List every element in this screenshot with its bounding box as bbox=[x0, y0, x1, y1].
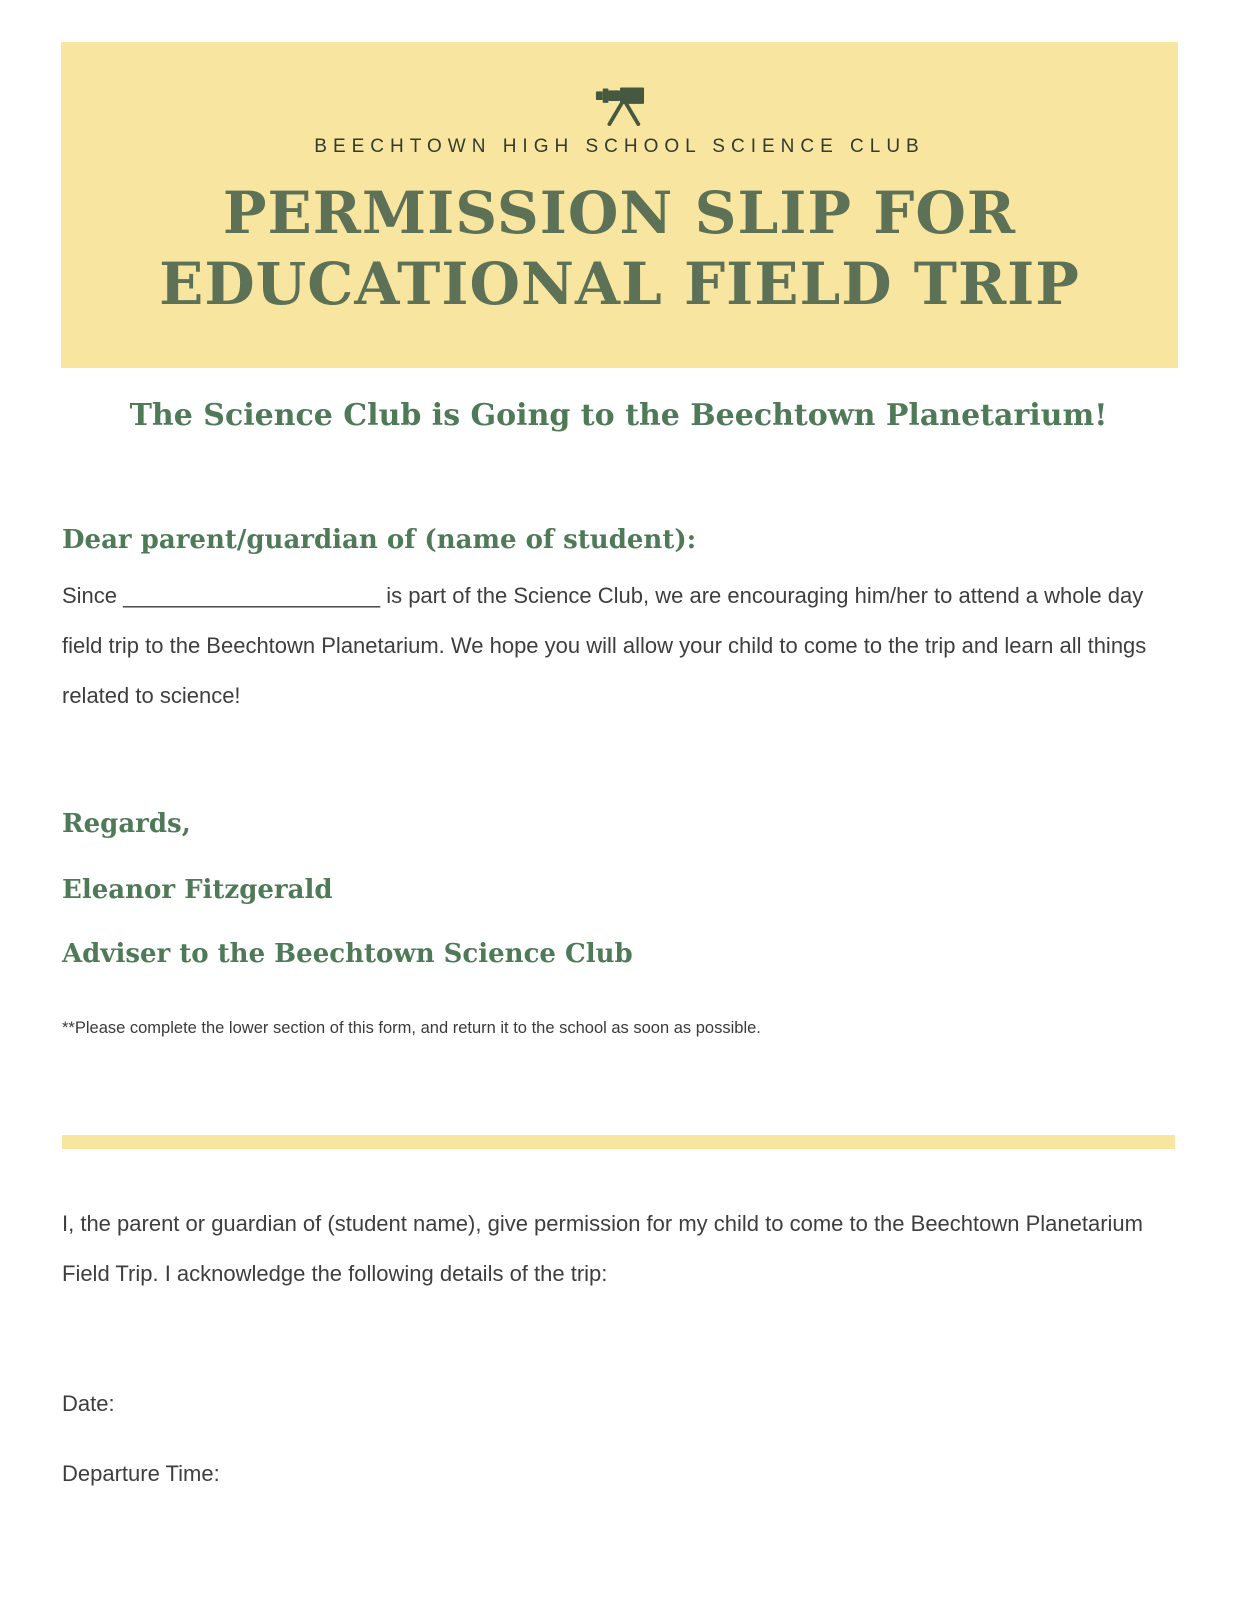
signature-name: Eleanor Fitzgerald bbox=[62, 875, 333, 905]
letter-body-text: Since _____________________ is part of the Science Club, we are encouraging him/her to attend a whole day field trip to the Beechtown Planetarium. We hope you will allow your child to come to the trip and learn all things related to science! bbox=[62, 583, 1147, 708]
section-divider bbox=[62, 1135, 1175, 1149]
departure-time-field-label: Departure Time: bbox=[62, 1461, 220, 1486]
document-body bbox=[0, 368, 1237, 1487]
salutation: Dear parent/guardian of (name of student): bbox=[62, 525, 697, 555]
acknowledgement-text: I, the parent or guardian of (student name), give permission for my child to come to the Beechtown Planetarium Field Trip. I acknowledge the following details of the trip: bbox=[62, 1211, 1143, 1286]
header-banner bbox=[61, 42, 1178, 368]
document-title-line1: PERMISSION SLIP FOR bbox=[222, 179, 1017, 247]
date-field-label: Date: bbox=[62, 1391, 115, 1416]
telescope-icon bbox=[61, 76, 1178, 126]
document-title bbox=[61, 178, 1178, 320]
return-instructions-note: **Please complete the lower section of this form, and return it to the school as soon as possible. bbox=[62, 1019, 761, 1037]
closing-regards: Regards, bbox=[62, 809, 191, 839]
club-name: BEECHTOWN HIGH SCHOOL SCIENCE CLUB bbox=[314, 136, 925, 157]
acknowledgement-section bbox=[0, 1199, 1237, 1487]
signature-title: Adviser to the Beechtown Science Club bbox=[62, 939, 633, 969]
subtitle: The Science Club is Going to the Beechtown Planetarium! bbox=[129, 398, 1108, 433]
document-title-line2: EDUCATIONAL FIELD TRIP bbox=[159, 250, 1080, 318]
letter-section bbox=[0, 525, 1237, 1039]
